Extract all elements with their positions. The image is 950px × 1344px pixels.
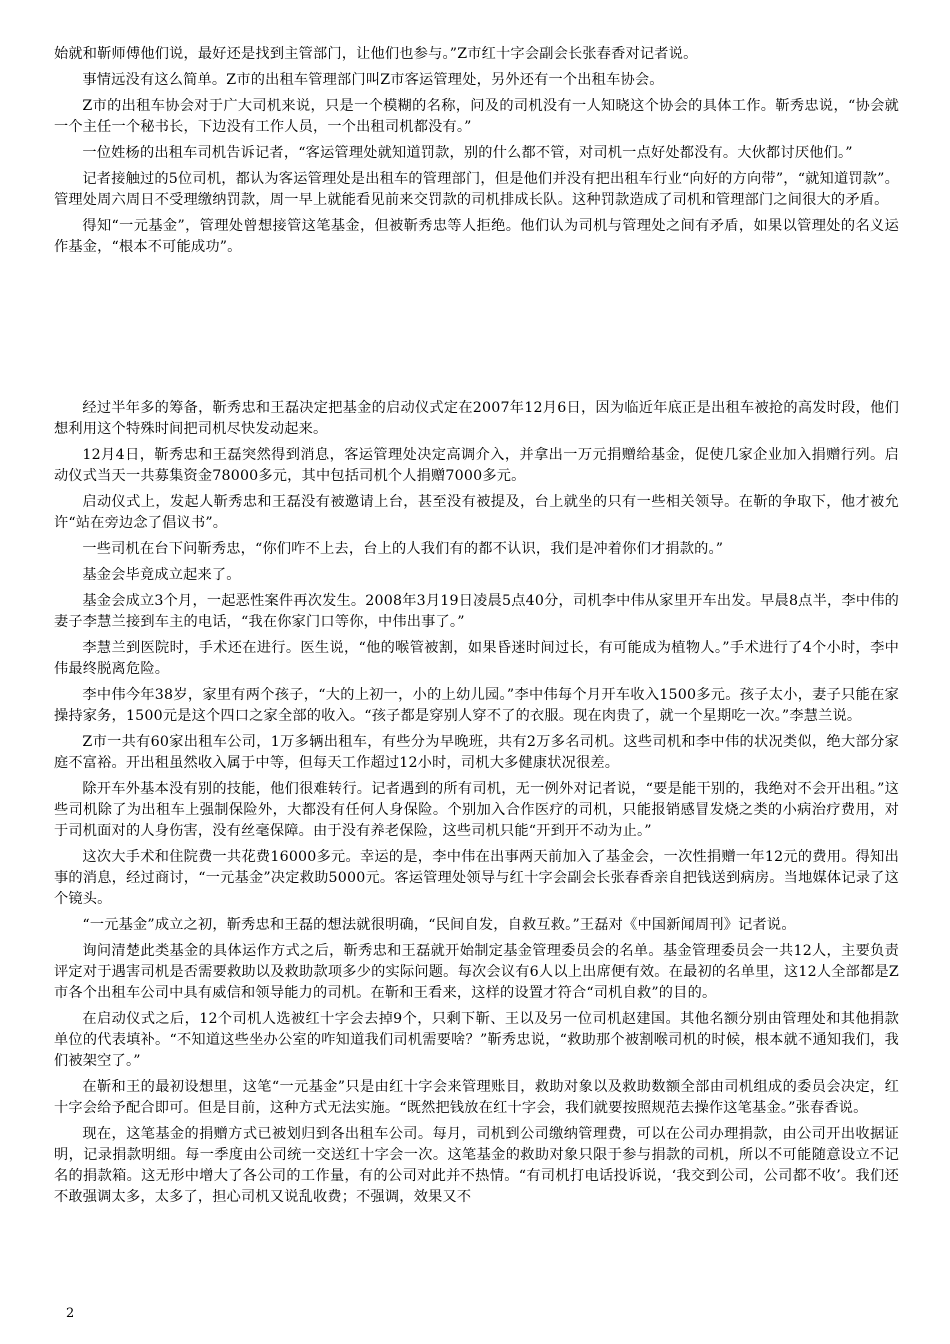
paragraph: 一些司机在台下问靳秀忠，“你们咋不上去，台上的人我们有的都不认识，我们是冲着你们才捐款的。” xyxy=(82,541,724,557)
bottom-text-block xyxy=(54,398,899,1213)
page-number: 2 xyxy=(66,1306,75,1321)
paragraph: 除开车外基本没有别的技能，他们很难转行。记者遇到的所有司机，无一例外对记者说，“要是能干别的，我绝对不会开出租。”这些司机除了为出租车上强制保险外，大都没有任何人身保险。个别加入合作医疗的司机，只能报销感冒发烧之类的小病治疗费用，对于司机面对的人身伤害，没有丝毫保障。由于没有养老保险，这些司机只能“开到开不动为止。” xyxy=(54,781,899,839)
paragraph: 在靳和王的最初设想里，这笔“一元基金”只是由红十字会来管理账目，救助对象以及救助数额全部由司机组成的委员会决定，红十字会给予配合即可。但是目前，这种方式无法实施。“既然把钱放在红十字会，我们就要按照规范去操作这笔基金。”张春香说。 xyxy=(54,1079,899,1116)
paragraph: 12月4日，靳秀忠和王磊突然得到消息，客运管理处决定高调介入，并拿出一万元捐赠给基金，促使几家企业加入捐赠行列。启动仪式当天一共募集资金78000多元，其中包括司机个人捐赠7000多元。 xyxy=(54,447,899,484)
paragraph: 现在，这笔基金的捐赠方式已被划归到各出租车公司。每月，司机到公司缴纳管理费，可以在公司办理捐款，由公司开出收据证明，记录捐款明细。每一季度由公司统一交送红十字会一次。这笔基金的救助对象只限于参与捐款的司机，所以不可能随意设立不记名的捐款箱。这无形中增大了各公司的工作量，有的公司对此并不热情。“有司机打电话投诉说，‘我交到公司，公司都不收’。我们还不敢强调太多，太多了，担心司机又说乱收费；不强调，效果又不 xyxy=(54,1126,899,1205)
paragraph: 在启动仪式之后，12个司机人选被红十字会去掉9个，只剩下靳、王以及另一位司机赵建国。其他名额分别由管理处和其他捐款单位的代表填补。“不知道这些坐办公室的咋知道我们司机需要啥？”靳秀忠说，“救助那个被割喉司机的时候，根本就不通知我们，我们被架空了。” xyxy=(54,1011,899,1069)
paragraph: 事情远没有这么简单。Z市的出租车管理部门叫Z市客运管理处，另外还有一个出租车协会。 xyxy=(82,72,664,88)
paragraph: 这次大手术和住院费一共花费16000多元。幸运的是，李中伟在出事两天前加入了基金会，一次性捐赠一年12元的费用。得知出事的消息，经过商讨，“一元基金”决定救助5000元。客运管理处领导与红十字会副会长张春香亲自把钱送到病房。当地媒体记录了这个镜头。 xyxy=(54,849,899,907)
paragraph: 得知“一元基金”，管理处曾想接管这笔基金，但被靳秀忠等人拒绝。他们认为司机与管理处之间有矛盾，如果以管理处的名义运作基金，“根本不可能成功”。 xyxy=(54,218,899,255)
paragraph: “一元基金”成立之初，靳秀忠和王磊的想法就很明确，“民间自发，自救互救。”王磊对《中国新闻周刊》记者说。 xyxy=(82,917,796,933)
paragraph: 基金会成立3个月，一起恶性案件再次发生。2008年3月19日凌晨5点40分，司机李中伟从家里开车出发。早晨8点半，李中伟的妻子李慧兰接到车主的电话，“我在你家门口等你，中伟出事了。” xyxy=(54,593,899,630)
paragraph: Z市的出租车协会对于广大司机来说，只是一个模糊的名称，问及的司机没有一人知晓这个协会的具体工作。靳秀忠说，“协会就一个主任一个秘书长，下边没有工作人员，一个出租司机都没有。” xyxy=(54,98,899,135)
paragraph: 询问清楚此类基金的具体运作方式之后，靳秀忠和王磊就开始制定基金管理委员会的名单。基金管理委员会一共12人，主要负责评定对于遇害司机是否需要救助以及救助款项多少的实际问题。每次会议有6人以上出席便有效。在最初的名单里，这12人全部都是Z市各个出租车公司中具有威信和领导能力的司机。在靳和王看来，这样的设置才符合“司机自救”的目的。 xyxy=(54,943,899,1001)
paragraph: 李中伟今年38岁，家里有两个孩子，“大的上初一，小的上幼儿园。”李中伟每个月开车收入1500多元。孩子太小，妻子只能在家操持家务，1500元是这个四口之家全部的收入。“孩子都是穿别人穿不了的衣服。现在肉贵了，就一个星期吃一次。”李慧兰说。 xyxy=(54,687,899,724)
paragraph: 启动仪式上，发起人靳秀忠和王磊没有被邀请上台，甚至没有被提及，台上就坐的只有一些相关领导。在靳的争取下，他才被允许“站在旁边念了倡议书”。 xyxy=(54,494,899,531)
paragraph: 李慧兰到医院时，手术还在进行。医生说，“他的喉管被割，如果昏迷时间过长，有可能成为植物人。”手术进行了4个小时，李中伟最终脱离危险。 xyxy=(54,640,899,677)
paragraph: 记者接触过的5位司机，都认为客运管理处是出租车的管理部门，但是他们并没有把出租车行业“向好的方向带”，“就知道罚款”。管理处周六周日不受理缴纳罚款，周一早上就能看见前来交罚款的司机排成长队。这种罚款造成了司机和管理部门之间很大的矛盾。 xyxy=(54,171,899,208)
paragraph: 基金会毕竟成立起来了。 xyxy=(82,567,241,583)
paragraph: Z市一共有60家出租车公司，1万多辆出租车，有些分为早晚班，共有2万多名司机。这些司机和李中伟的状况类似，绝大部分家庭不富裕。开出租虽然收入属于中等，但每天工作超过12小时，司机大多健康状况很差。 xyxy=(54,734,899,771)
paragraph: 始就和靳师傅他们说，最好还是找到主管部门，让他们也参与。”Z市红十字会副会长张春香对记者说。 xyxy=(54,46,698,62)
paragraph: 经过半年多的筹备，靳秀忠和王磊决定把基金的启动仪式定在2007年12月6日，因为临近年底正是出租车被抢的高发时段，他们想利用这个特殊时间把司机尽快发动起来。 xyxy=(54,400,899,437)
paragraph: 一位姓杨的出租车司机告诉记者，“客运管理处就知道罚款，别的什么都不管，对司机一点好处都没有。大伙都讨厌他们。” xyxy=(82,145,853,161)
top-text-block xyxy=(54,44,899,263)
